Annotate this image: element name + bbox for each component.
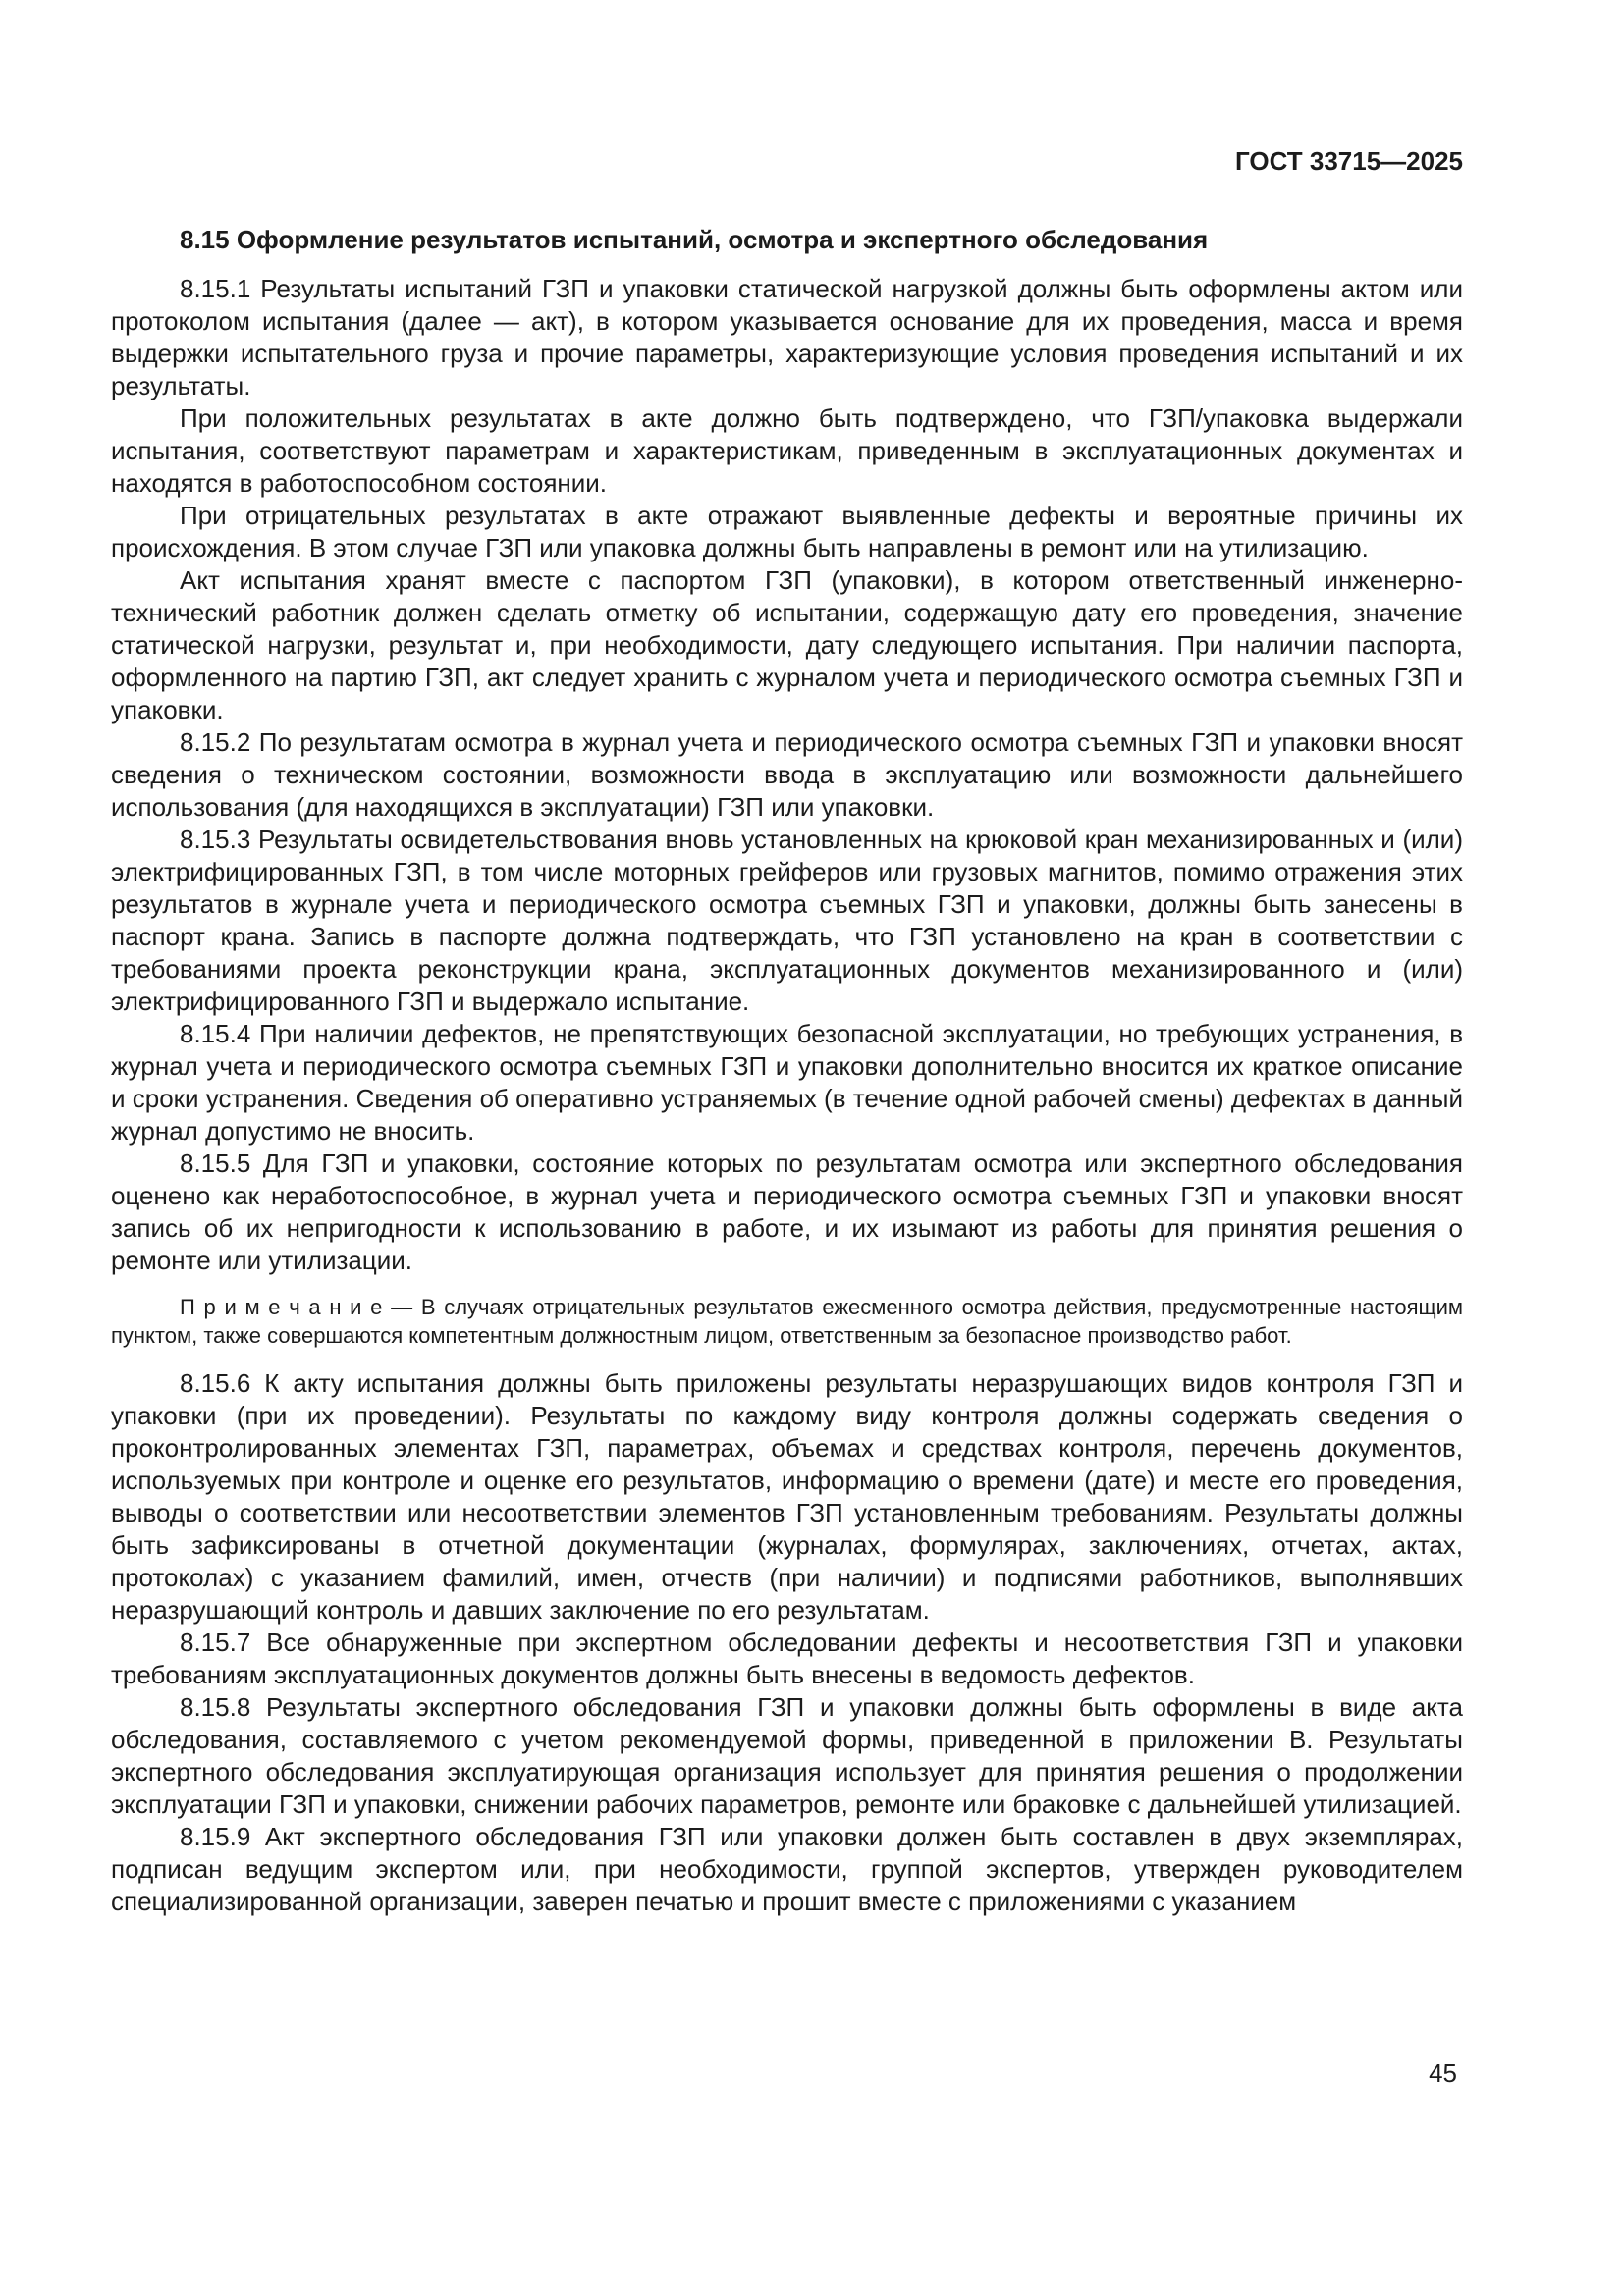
paragraph-8-15-9: 8.15.9 Акт экспертного обследования ГЗП или упаковки должен быть составлен в двух экземплярах, подписан ведущим экспертом или, при необходимости, группой экспертов, утвержден руководителем специализированной организации, заверен печатью и прошит вместе с приложениями с указанием — [111, 1822, 1463, 1916]
document-page-content — [111, 145, 1463, 1918]
paragraph-8-15-8: 8.15.8 Результаты экспертного обследования ГЗП и упаковки должны быть оформлены в виде акта обследования, составляемого с учетом рекомендуемой формы, приведенной в приложении В. Результаты экспертного обследования эксплуатирующая организация использует для принятия решения о продолжении эксплуатации ГЗП и упаковки, снижении рабочих параметров, ремонте или браковке с дальнейшей утилизацией. — [111, 1692, 1463, 1819]
page-number: 45 — [1429, 2058, 1457, 2088]
paragraph-8-15-2: 8.15.2 По результатам осмотра в журнал учета и периодического осмотра съемных ГЗП и упаковки вносят сведения о техническом состоянии, возможности ввода в эксплуатацию или возможности дальнейшего использования (для находящихся в эксплуатации) ГЗП или упаковки. — [111, 727, 1463, 822]
paragraph-8-15-1: 8.15.1 Результаты испытаний ГЗП и упаковки статической нагрузкой должны быть оформлены актом или протоколом испытания (далее — акт), в котором указывается основание для их проведения, масса и время выдержки испытательного груза и прочие параметры, характеризующие условия проведения испытаний и их результаты. — [111, 274, 1463, 400]
document-code-header: ГОСТ 33715—2025 — [1235, 146, 1463, 176]
paragraph-negative-results: При отрицательных результатах в акте отражают выявленные дефекты и вероятные причины их происхождения. В этом случае ГЗП или упаковка должны быть направлены в ремонт или на утилизацию. — [111, 501, 1463, 562]
note-paragraph: П р и м е ч а н и е — В случаях отрицательных результатов ежесменного осмотра действия, предусмотренные настоящим пунктом, также совершаются компетентным должностным лицом, ответственным за безопасное производство работ. — [111, 1295, 1463, 1348]
paragraph-act-storage: Акт испытания хранят вместе с паспортом ГЗП (упаковки), в котором ответственный инженерно-технический работник должен сделать отметку об испытании, содержащую дату его проведения, значение статической нагрузки, результат и, при необходимости, дату следующего испытания. При наличии паспорта, оформленного на партию ГЗП, акт следует хранить с журналом учета и периодического осмотра съемных ГЗП и упаковки. — [111, 565, 1463, 724]
paragraph-8-15-6: 8.15.6 К акту испытания должны быть приложены результаты неразрушающих видов контроля ГЗП и упаковки (при их проведении). Результаты по каждому виду контроля должны содержать сведения о проконтролированных элементах ГЗП, параметрах, объемах и средствах контроля, перечень документов, используемых при контроле и оценке его результатов, информацию о времени (дате) и месте его проведения, выводы о соответствии или несоответствии элементов ГЗП установленным требованиям. Результаты должны быть зафиксированы в отчетной документации (журналах, формулярах, заключениях, отчетах, актах, протоколах) с указанием фамилий, имен, отчеств (при наличии) и подписями работников, выполнявших неразрушающий контроль и давших заключение по его результатам. — [111, 1368, 1463, 1625]
paragraph-8-15-7: 8.15.7 Все обнаруженные при экспертном обследовании дефекты и несоответствия ГЗП и упаковки требованиям эксплуатационных документов должны быть внесены в ведомость дефектов. — [111, 1628, 1463, 1689]
paragraph-positive-results: При положительных результатах в акте должно быть подтверждено, что ГЗП/упаковка выдержали испытания, соответствуют параметрам и характеристикам, приведенным в эксплуатационных документах и находятся в работоспособном состоянии. — [111, 403, 1463, 498]
section-title: 8.15 Оформление результатов испытаний, осмотра и экспертного обследования — [180, 225, 1209, 254]
paragraph-8-15-3: 8.15.3 Результаты освидетельствования вновь установленных на крюковой кран механизированных и (или) электрифицированных ГЗП, в том числе моторных грейферов или грузовых магнитов, помимо отражения этих результатов в журнале учета и периодического осмотра съемных ГЗП и упаковки, должны быть занесены в паспорт крана. Запись в паспорте должна подтверждать, что ГЗП установлено на кран в соответствии с требованиями проекта реконструкции крана, эксплуатационных документов механизированного и (или) электрифицированного ГЗП и выдержало испытание. — [111, 825, 1463, 1016]
paragraph-8-15-4: 8.15.4 При наличии дефектов, не препятствующих безопасной эксплуатации, но требующих устранения, в журнал учета и периодического осмотра съемных ГЗП и упаковки дополнительно вносится их краткое описание и сроки устранения. Сведения об оперативно устраняемых (в течение одной рабочей смены) дефектах в данный журнал допустимо не вносить. — [111, 1019, 1463, 1146]
paragraph-8-15-5: 8.15.5 Для ГЗП и упаковки, состояние которых по результатам осмотра или экспертного обследования оценено как неработоспособное, в журнал учета и периодического осмотра съемных ГЗП и упаковки вносят запись об их непригодности к использованию в работе, и их изымают из работы для принятия решения о ремонте или утилизации. — [111, 1148, 1463, 1275]
